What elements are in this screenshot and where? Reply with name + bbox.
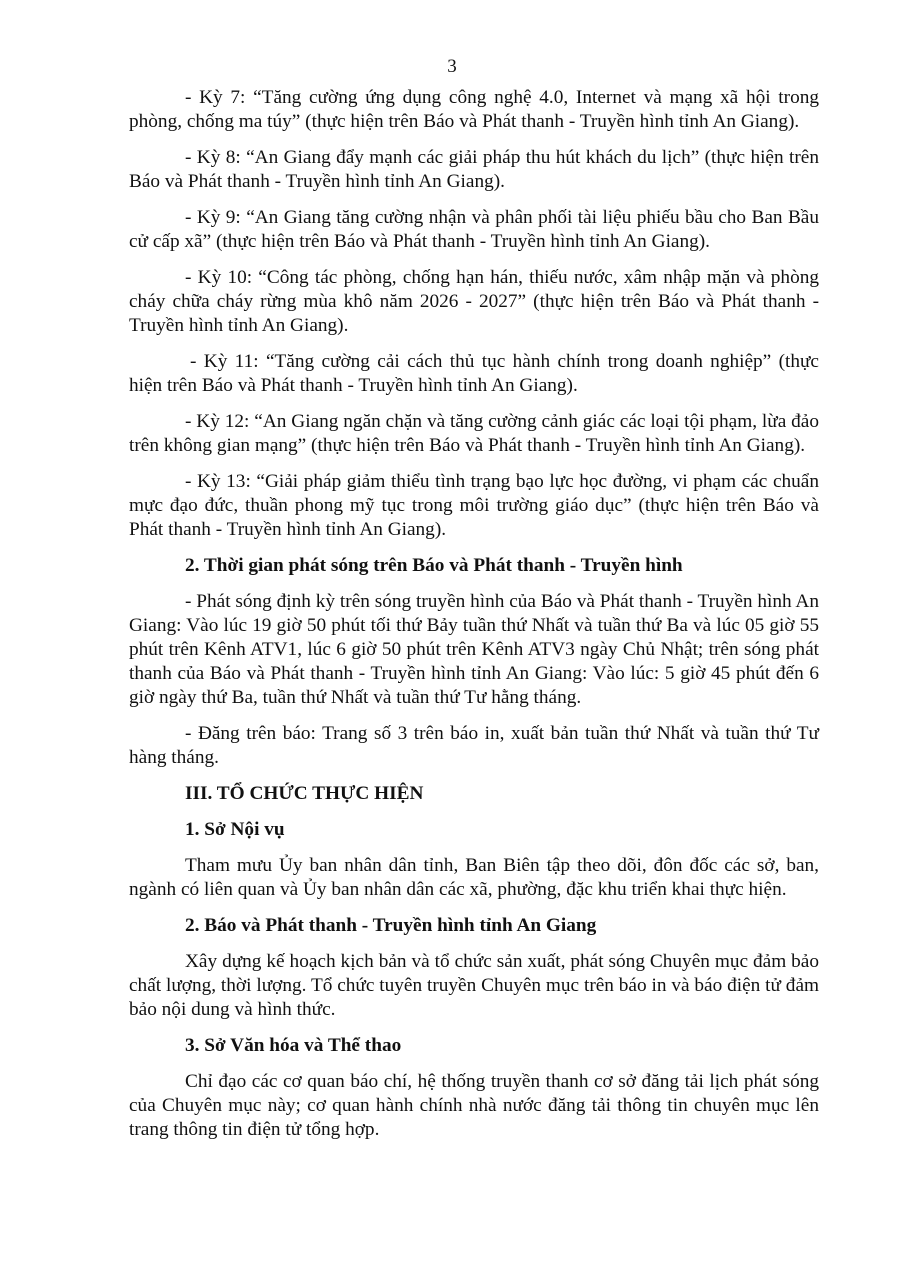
- paragraph-so-noi-vu: Tham mưu Ủy ban nhân dân tỉnh, Ban Biên tập theo dõi, đôn đốc các sở, ban, ngành có liên quan và Ủy ban nhân dân các xã, phường, đặc khu triển khai thực hiện.: [129, 855, 819, 900]
- paragraph-ky-13: - Kỳ 13: “Giải pháp giảm thiểu tình trạng bạo lực học đường, vi phạm các chuẩn mực đạo đức, thuần phong mỹ tục trong môi trường giáo dục” (thực hiện trên Báo và Phát thanh - Truyền hình tỉnh An Giang).: [129, 471, 819, 540]
- paragraph-ky-7: - Kỳ 7: “Tăng cường ứng dụng công nghệ 4.0, Internet và mạng xã hội trong phòng, chống ma túy” (thực hiện trên Báo và Phát thanh - Truyền hình tỉnh An Giang).: [129, 87, 819, 132]
- page-number: 3: [447, 56, 457, 77]
- paragraph-print-schedule: - Đăng trên báo: Trang số 3 trên báo in, xuất bản tuần thứ Nhất và tuần thứ Tư hàng tháng.: [129, 723, 819, 768]
- heading-broadcast-time: 2. Thời gian phát sóng trên Báo và Phát thanh - Truyền hình: [185, 555, 683, 576]
- heading-so-noi-vu: 1. Sở Nội vụ: [185, 819, 285, 840]
- paragraph-so-vhtt: Chỉ đạo các cơ quan báo chí, hệ thống truyền thanh cơ sở đăng tải lịch phát sóng của Chuyên mục này; cơ quan hành chính nhà nước đăng tải thông tin chuyên mục lên trang thông tin điện tử tổng hợp.: [129, 1071, 819, 1140]
- paragraph-bao-ptth: Xây dựng kế hoạch kịch bản và tổ chức sản xuất, phát sóng Chuyên mục đảm bảo chất lượng, thời lượng. Tổ chức tuyên truyền Chuyên mục trên báo in và báo điện tử đảm bảo nội dung và hình thức.: [129, 951, 819, 1020]
- paragraph-ky-12: - Kỳ 12: “An Giang ngăn chặn và tăng cường cảnh giác các loại tội phạm, lừa đảo trên không gian mạng” (thực hiện trên Báo và Phát thanh - Truyền hình tỉnh An Giang).: [129, 411, 819, 456]
- paragraph-broadcast-schedule: - Phát sóng định kỳ trên sóng truyền hình của Báo và Phát thanh - Truyền hình An Giang: Vào lúc 19 giờ 50 phút tối thứ Bảy tuần thứ Nhất và tuần thứ Ba và lúc 05 giờ 55 phút trên Kênh ATV1, lúc 6 giờ 50 phút trên Kênh ATV3 ngày Chủ Nhật; trên sóng phát thanh của Báo và Phát thanh - Truyền hình tỉnh An Giang: Vào lúc: 5 giờ 45 phút đến 6 giờ ngày thứ Ba, tuần thứ Nhất và tuần thứ Tư hằng tháng.: [129, 591, 819, 708]
- paragraph-ky-11: - Kỳ 11: “Tăng cường cải cách thủ tục hành chính trong doanh nghiệp” (thực hiện trên Báo và Phát thanh - Truyền hình tỉnh An Giang).: [129, 351, 819, 396]
- heading-bao-ptth: 2. Báo và Phát thanh - Truyền hình tỉnh An Giang: [185, 915, 597, 936]
- document-body: [129, 86, 819, 1154]
- paragraph-ky-8: - Kỳ 8: “An Giang đẩy mạnh các giải pháp thu hút khách du lịch” (thực hiện trên Báo và Phát thanh - Truyền hình tỉnh An Giang).: [129, 147, 819, 192]
- heading-implementation: III. TỔ CHỨC THỰC HIỆN: [185, 783, 424, 804]
- paragraph-ky-9: - Kỳ 9: “An Giang tăng cường nhận và phân phối tài liệu phiếu bầu cho Ban Bầu cử cấp xã” (thực hiện trên Báo và Phát thanh - Truyền hình tỉnh An Giang).: [129, 207, 819, 252]
- paragraph-ky-10: - Kỳ 10: “Công tác phòng, chống hạn hán, thiếu nước, xâm nhập mặn và phòng cháy chữa cháy rừng mùa khô năm 2026 - 2027” (thực hiện trên Báo và Phát thanh - Truyền hình tỉnh An Giang).: [129, 267, 819, 336]
- heading-so-vhtt: 3. Sở Văn hóa và Thể thao: [185, 1035, 402, 1056]
